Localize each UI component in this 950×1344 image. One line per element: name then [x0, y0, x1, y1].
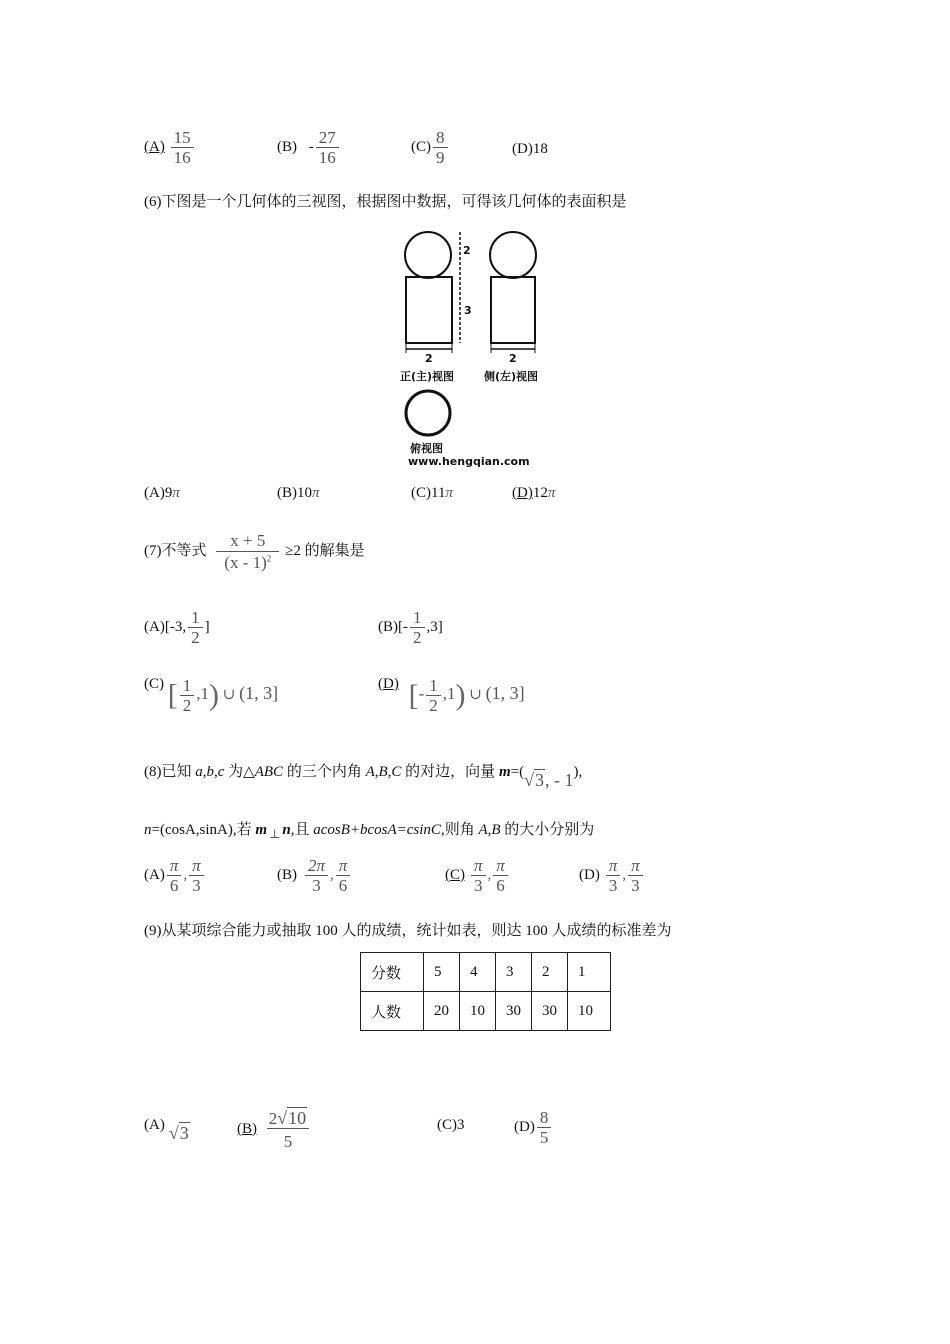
q5-option-c: (C) $\frac{8}{9}$ — [411, 128, 450, 167]
q9-option-a: (A) √3 — [144, 1117, 189, 1143]
q8-option-c: (C) $\frac{\pi}{3}$ , $\frac{\pi}{6}$ — [445, 856, 510, 895]
q9-option-d: (D) $\frac{8}{5}$ — [514, 1108, 553, 1147]
dim-width-front-label: 2 — [425, 352, 433, 365]
q9-option-c: (C)3 — [437, 1117, 465, 1133]
top-view-circle — [406, 391, 450, 435]
q5-a-label: (A) — [144, 138, 165, 155]
q7-stem: (7)不等式 $\frac{x + 5}{(x - 1)^2}$ ≥2 的解集是 — [144, 531, 365, 572]
q5-b-fraction: $\frac{27}{16}$ — [316, 128, 339, 167]
q5-c-fraction: $\frac{8}{9}$ — [433, 128, 448, 167]
q7-option-b: (B)[- $\frac{1}{2}$ ,3] — [378, 608, 443, 647]
q6-option-c: (C)11π — [411, 485, 453, 501]
q8-line2: n=(cosA,sinA),若 m $_\perp$ n,且 acosB+bcosA=csinC,则角 A,B 的大小分别为 — [144, 822, 595, 841]
front-sphere — [405, 232, 451, 278]
q6-stem: (6)下图是一个几何体的三视图，根据图中数据，可得该几何体的表面积是 — [144, 194, 627, 210]
side-cylinder — [491, 277, 535, 343]
dim-height-label: 3 — [464, 304, 472, 317]
q8-line1: (8)已知 a,b,c 为△ABC 的三个内角 A,B,C 的对边，向量 m=(√3, - 1), — [144, 764, 583, 790]
q9-option-b: (B) $\frac{2√10}{5}$ — [237, 1108, 311, 1151]
three-view-drawing — [392, 222, 557, 472]
dim-top-label: 2 — [463, 244, 471, 257]
q5-a-fraction: $\frac{15}{16}$ — [171, 128, 194, 167]
q8-option-d: (D) $\frac{\pi}{3}$ , $\frac{\pi}{3}$ — [579, 856, 645, 895]
q8-option-b: (B) $\frac{2\pi}{3}$ , $\frac{\pi}{6}$ — [277, 856, 352, 895]
side-view-label: 侧(左)视图 — [484, 370, 539, 383]
watermark-text: www.hengqian.com — [408, 455, 530, 468]
q6-option-d: (D)12π — [512, 485, 556, 501]
q8-option-a: (A) $\frac{\pi}{6}$ , $\frac{\pi}{3}$ — [144, 856, 206, 895]
q6-option-a: (A)9π — [144, 485, 180, 501]
q5-option-b: (B) - $\frac{27}{16}$ — [277, 128, 341, 167]
front-view-label: 正(主)视图 — [400, 370, 455, 383]
q6-three-view-figure — [392, 222, 557, 472]
q6-option-b: (B)10π — [277, 485, 320, 501]
top-view-label: 俯视图 — [410, 442, 443, 455]
table-row: 人数 20 10 30 30 10 — [361, 992, 611, 1031]
q5-option-a — [144, 128, 196, 167]
q9-stem: (9)从某项综合能力或抽取 100 人的成绩，统计如表，则达 100 人成绩的标准差为 — [144, 923, 672, 939]
q5-option-d: (D)18 — [512, 141, 548, 157]
q9-score-table — [360, 952, 611, 1031]
front-cylinder — [406, 277, 452, 343]
q7-option-a: (A)[-3, $\frac{1}{2}$ ] — [144, 608, 210, 647]
side-sphere — [490, 232, 536, 278]
dim-width-side-label: 2 — [509, 352, 517, 365]
q7-option-c: (C) [ $\frac{1}{2}$ ,1) ∪ (1, 3] — [144, 676, 279, 715]
q7-option-d: (D) [- $\frac{1}{2}$ ,1) ∪ (1, 3] — [378, 676, 525, 715]
table-row: 分数 5 4 3 2 1 — [361, 953, 611, 992]
q7-fraction: $\frac{x + 5}{(x - 1)^2}$ — [216, 530, 279, 573]
